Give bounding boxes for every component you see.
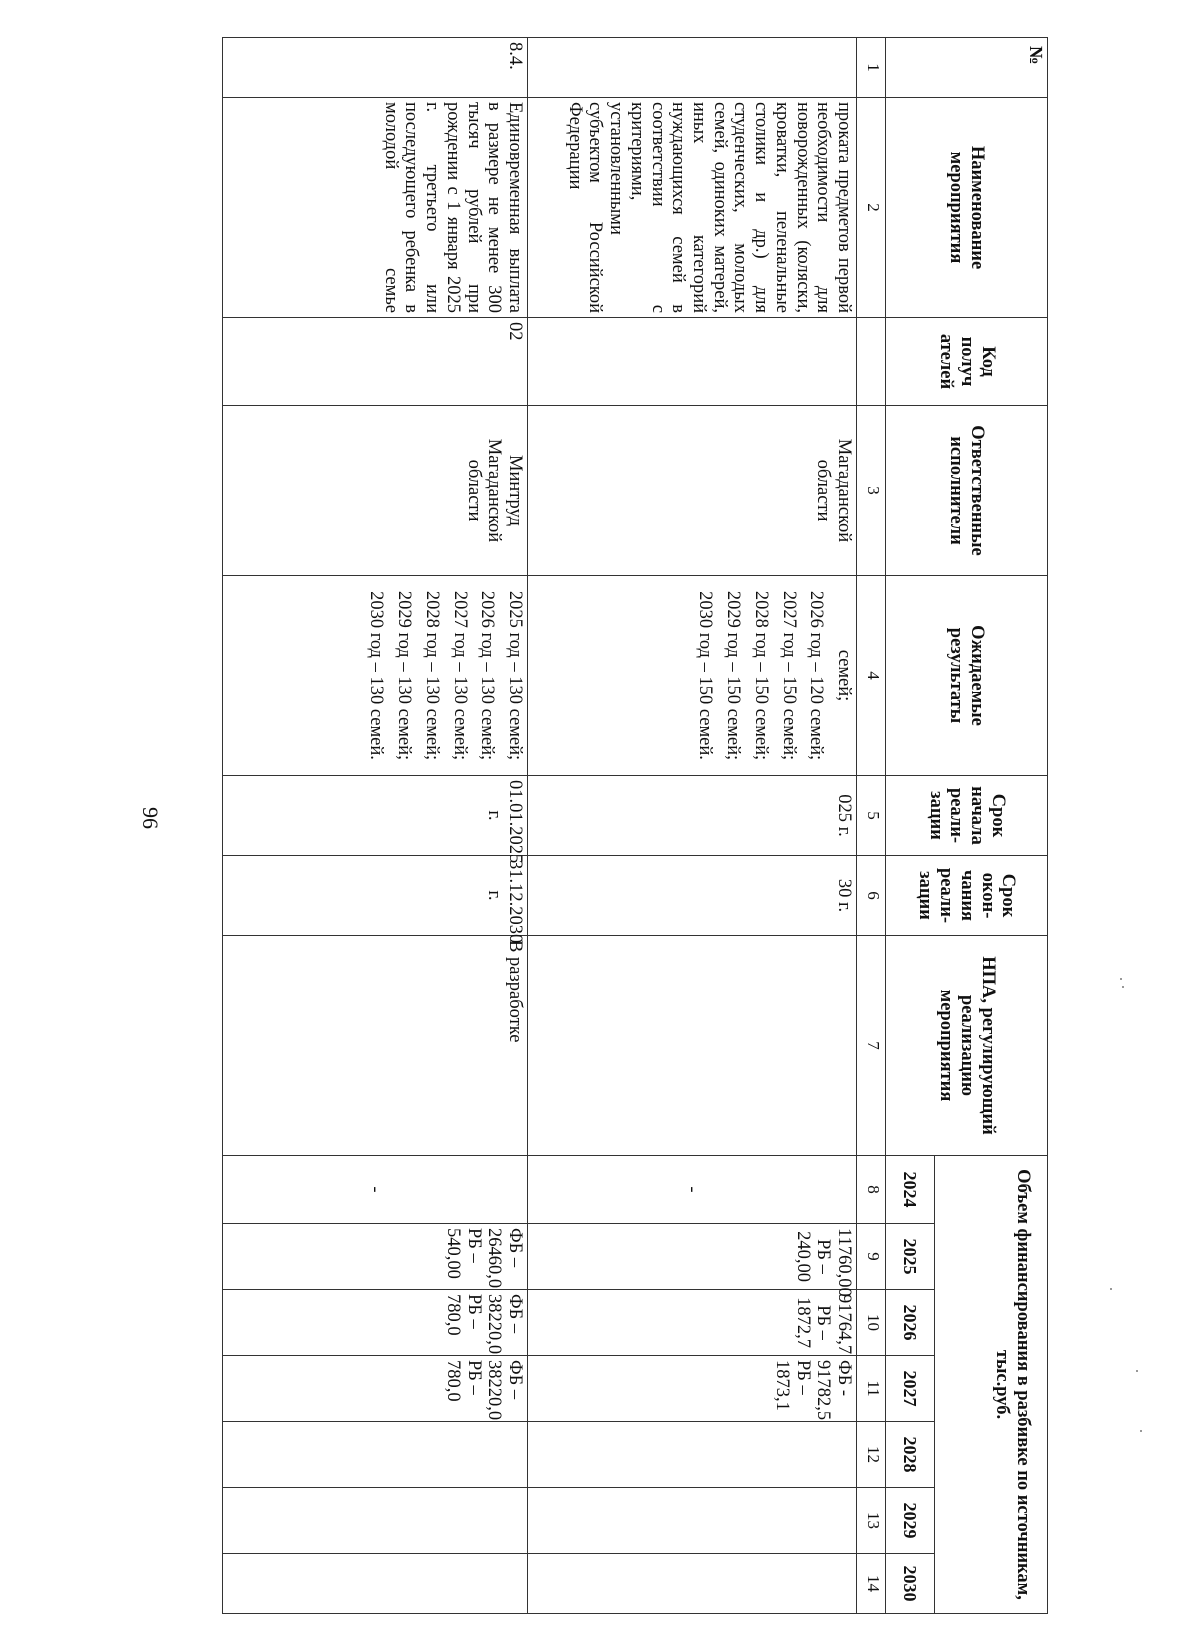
funding-line: РБ – 240,00 bbox=[792, 1231, 834, 1282]
header-npa: НПА, регулирующий реализацию мероприятия bbox=[886, 936, 1048, 1156]
result-line: 2027 год – 150 семей; bbox=[778, 590, 799, 761]
result-line: 2028 год – 130 семей; bbox=[421, 590, 442, 761]
column-number: 3 bbox=[857, 406, 886, 576]
rotated-table-container bbox=[188, 37, 1048, 1613]
funding-2024: - bbox=[223, 1156, 528, 1224]
table-row bbox=[528, 38, 857, 1614]
page-number: 96 bbox=[138, 807, 163, 829]
scan-speck bbox=[1110, 1288, 1112, 1290]
result-line: 2025 год – 130 семей; bbox=[505, 590, 525, 761]
header-row bbox=[935, 38, 1048, 1614]
funding-2030 bbox=[528, 1554, 857, 1614]
end-date: 31.12.2030 г. bbox=[223, 856, 528, 936]
column-number bbox=[857, 318, 886, 406]
end-date: 30 г. bbox=[528, 856, 857, 936]
column-number: 10 bbox=[857, 1290, 886, 1356]
header-year: 2030 bbox=[886, 1554, 935, 1614]
header-year: 2024 bbox=[886, 1156, 935, 1224]
header-year: 2027 bbox=[886, 1356, 935, 1422]
column-number: 13 bbox=[857, 1488, 886, 1554]
column-number: 5 bbox=[857, 776, 886, 856]
result-line: 2026 год – 130 семей; bbox=[477, 590, 498, 761]
funding-2028 bbox=[223, 1422, 528, 1488]
executors: Магаданской области bbox=[528, 406, 857, 576]
start-date: 025 г. bbox=[528, 776, 857, 856]
result-line: 2026 год – 120 семей; bbox=[806, 590, 827, 761]
header-executors: Ответственные исполнители bbox=[886, 406, 1048, 576]
scan-speck bbox=[1122, 986, 1124, 988]
result-line: 2028 год – 150 семей; bbox=[750, 590, 771, 761]
funding-2029 bbox=[528, 1488, 857, 1554]
header-end: Срок окон-чания реали-зации bbox=[886, 856, 1048, 936]
result-line: 2029 год – 150 семей; bbox=[723, 590, 744, 761]
expected-results bbox=[223, 576, 528, 776]
funding-2024: - bbox=[528, 1156, 857, 1224]
measure-name: Единовременная выплата в размере не менее 300 тысяч рублей при рождении с 1 января 2025 г. третьего или последующего ребенка в молодой семье bbox=[223, 98, 528, 318]
expected-results bbox=[528, 576, 857, 776]
result-line: 2027 год – 130 семей; bbox=[449, 590, 470, 761]
funding-line: ФБ - 91782,5 РБ – 1873,1 bbox=[771, 1360, 854, 1421]
row-number bbox=[528, 38, 857, 98]
funding-2026 bbox=[223, 1290, 528, 1356]
column-number: 6 bbox=[857, 856, 886, 936]
npa: В разработке bbox=[223, 936, 528, 1156]
column-number: 9 bbox=[857, 1224, 886, 1290]
scan-speck bbox=[1120, 978, 1122, 980]
result-line: семей; bbox=[834, 649, 854, 702]
header-code: Код получ ателей bbox=[886, 318, 1048, 406]
result-line: 2030 год – 130 семей. bbox=[366, 591, 387, 760]
header-funding: Объем финансирования в разбивке по источникам, тыс.руб. bbox=[935, 1156, 1048, 1614]
header-start: Срок начала реали-зации bbox=[886, 776, 1048, 856]
column-number: 4 bbox=[857, 576, 886, 776]
funding-line: 11760,00 bbox=[834, 1228, 854, 1297]
funding-table bbox=[222, 37, 1048, 1614]
column-number: 14 bbox=[857, 1554, 886, 1614]
start-date: 01.01.2025 г. bbox=[223, 776, 528, 856]
scan-speck bbox=[1140, 1430, 1142, 1432]
funding-2029 bbox=[223, 1488, 528, 1554]
column-number: 7 bbox=[857, 936, 886, 1156]
column-number: 8 bbox=[857, 1156, 886, 1224]
column-number: 11 bbox=[857, 1356, 886, 1422]
table-row bbox=[223, 38, 528, 1614]
recipient-code bbox=[528, 318, 857, 406]
recipient-code: 02 bbox=[223, 318, 528, 406]
executors: Минтруд Магаданской области bbox=[223, 406, 528, 576]
header-year: 2029 bbox=[886, 1488, 935, 1554]
funding-line: 91764,7 РБ – 1872,7 bbox=[792, 1294, 854, 1355]
funding-2026 bbox=[528, 1290, 857, 1356]
funding-2025 bbox=[528, 1224, 857, 1297]
column-number: 2 bbox=[857, 98, 886, 318]
funding-2027 bbox=[528, 1356, 857, 1422]
column-number: 12 bbox=[857, 1422, 886, 1488]
funding-line: ФБ – 26460,0 РБ – 540,00 bbox=[442, 1228, 525, 1289]
header-no: № bbox=[886, 38, 1048, 98]
result-line: 2030 год – 150 семей. bbox=[695, 591, 716, 760]
funding-2027 bbox=[223, 1356, 528, 1422]
column-number: 1 bbox=[857, 38, 886, 98]
header-year: 2025 bbox=[886, 1224, 935, 1290]
header-year: 2028 bbox=[886, 1422, 935, 1488]
result-line: 2029 год – 130 семей; bbox=[394, 590, 415, 761]
header-results: Ожидаемые результаты bbox=[886, 576, 1048, 776]
npa bbox=[528, 936, 857, 1156]
funding-2025 bbox=[223, 1224, 528, 1290]
measure-name: проката предметов первой необходимости для новорожденных (коляски, кроватки, пеленальные столики и др.) для студенческих, молодых семей, одиноких матерей, иных категорий нуждающихся семей в соответствии с критериями, установленными субъектом Российской Федерации bbox=[528, 98, 857, 318]
header-year: 2026 bbox=[886, 1290, 935, 1356]
scan-speck bbox=[1136, 1370, 1138, 1372]
row-number: 8.4. bbox=[223, 38, 528, 98]
funding-line: ФБ – 38220,0 РБ – 780,0 bbox=[442, 1294, 525, 1355]
column-number-row bbox=[857, 38, 886, 1614]
header-name: Наименование мероприятия bbox=[886, 98, 1048, 318]
funding-2030 bbox=[223, 1554, 528, 1614]
funding-2028 bbox=[528, 1422, 857, 1488]
funding-line: ФБ – 38220,0 РБ – 780,0 bbox=[442, 1360, 525, 1421]
